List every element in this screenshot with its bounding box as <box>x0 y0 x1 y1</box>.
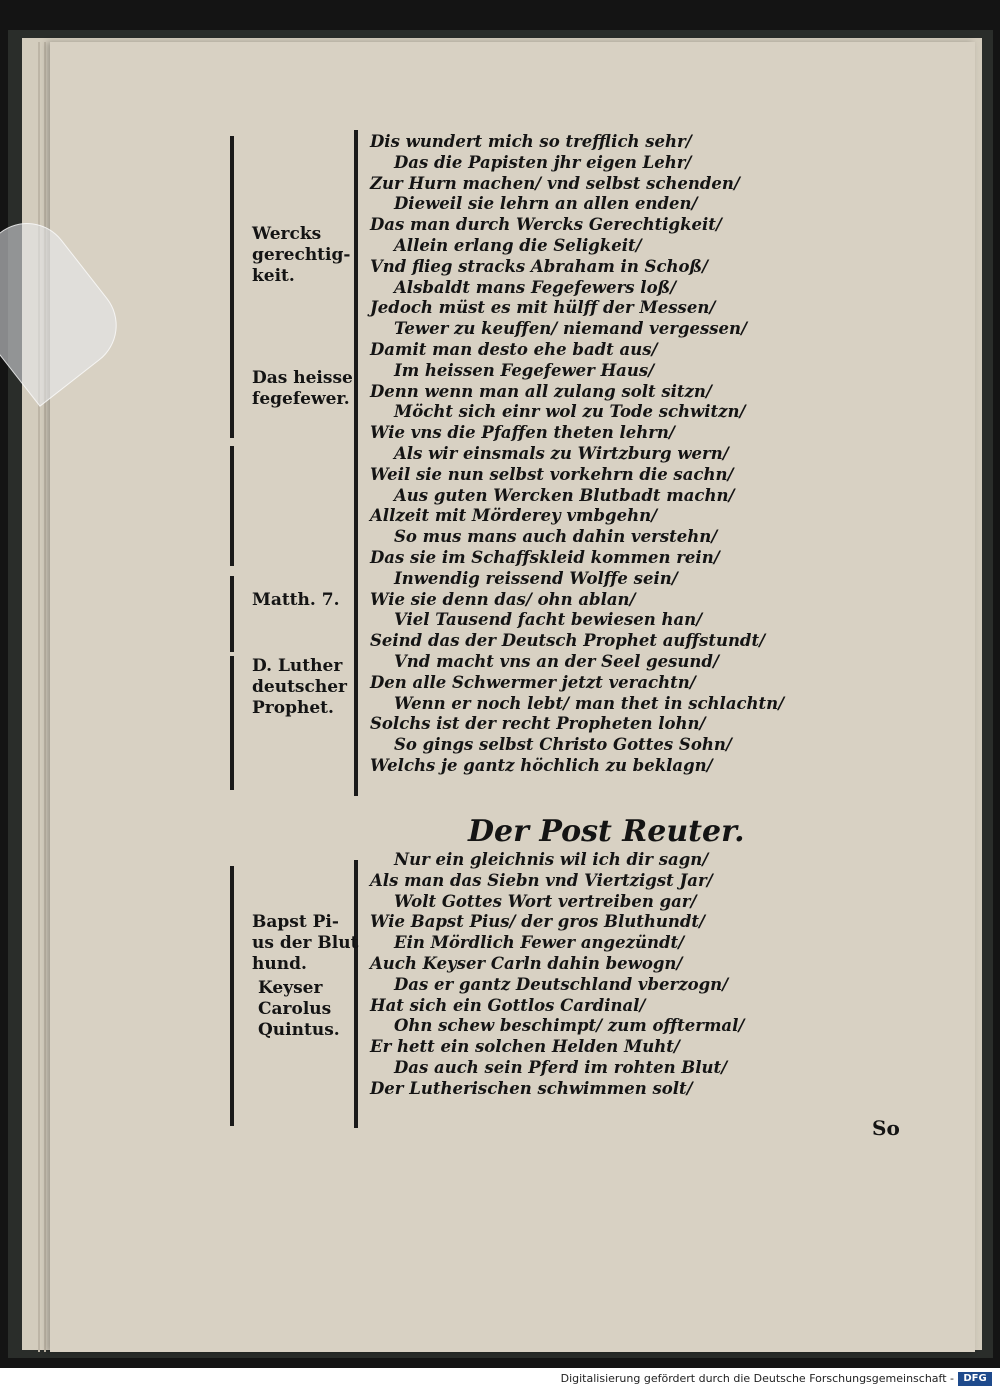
verse-line: Nur ein gleichnis wil ich dir sagn/ <box>394 850 709 869</box>
margin-note-werks <box>252 224 362 287</box>
verse-line: Hat sich ein Gottlos Cardinal/ <box>370 995 646 1015</box>
verse-line: Möcht sich einr wol zu Tode schwitzn/ <box>394 402 746 422</box>
margin-note-line: fegefewer. <box>252 389 350 409</box>
margin-rule <box>230 656 234 790</box>
verse-line: Den alle Schwermer jetzt verachtn/ <box>370 672 696 692</box>
verse-line: Zur Hurn machen/ vnd selbst schenden/ <box>370 173 740 193</box>
margin-note-matth <box>252 590 362 611</box>
verse-line: Viel Tausend facht bewiesen han/ <box>394 610 703 630</box>
margin-rule <box>230 866 234 1126</box>
catchword: So <box>872 1116 900 1140</box>
verse-line: Ein Mördlich Fewer angezündt/ <box>394 933 685 953</box>
margin-rule <box>230 136 234 438</box>
verse-line: Der Lutherischen schwimmen solt/ <box>370 1078 693 1098</box>
margin-note-line: hund. <box>252 954 307 974</box>
margin-note-line: Quintus. <box>258 1020 340 1040</box>
verse-line: Weil sie nun selbst vorkehrn die sachn/ <box>370 464 734 484</box>
margin-rule <box>230 446 234 566</box>
verse-line: Aus guten Wercken Blutbadt machn/ <box>394 485 735 505</box>
margin-note-line: gerechtig- <box>252 245 351 265</box>
dfg-logo: DFG <box>958 1372 992 1386</box>
margin-note-line: D. Luther <box>252 656 343 676</box>
margin-rule <box>230 576 234 652</box>
verse-line: Wenn er noch lebt/ man thet in schlachtn/ <box>394 693 785 713</box>
verse-line: Alsbaldt mans Fegefewers loß/ <box>394 277 677 297</box>
margin-note-line: Matth. 7. <box>252 590 340 610</box>
verse-line: Vnd flieg stracks Abraham in Schoß/ <box>370 256 709 276</box>
verse-block <box>370 850 790 1100</box>
verse-line: Wie Bapst Pius/ der gros Bluthundt/ <box>370 912 706 932</box>
verse-line: Er hett ein solchen Helden Muht/ <box>370 1037 680 1057</box>
verse-line: Als man das Siebn vnd Viertzigst Jar/ <box>370 870 713 890</box>
verse-line: Welchs je gantz höchlich zu beklagn/ <box>370 755 713 775</box>
verse-line: Vnd macht vns an der Seel gesund/ <box>394 651 719 671</box>
verse-line: So mus mans auch dahin verstehn/ <box>394 527 718 547</box>
margin-note-line: us der Blut <box>252 933 359 953</box>
margin-note-line: Das heisse <box>252 368 353 388</box>
verse-line: Das er gantz Deutschland vberzogn/ <box>394 974 729 994</box>
verse-block <box>370 132 785 777</box>
margin-note-fegefewer <box>252 368 362 410</box>
verse-line: Wolt Gottes Wort vertreiben gar/ <box>394 891 697 911</box>
margin-note-bapst <box>252 912 362 975</box>
verse-line: So gings selbst Christo Gottes Sohn/ <box>394 735 732 755</box>
margin-note-line: Bapst Pi- <box>252 912 339 932</box>
margin-note-line: Prophet. <box>252 698 334 718</box>
verse-line: Inwendig reissend Wolffe sein/ <box>394 568 678 588</box>
verse-line: Das auch sein Pferd im rohten Blut/ <box>394 1057 728 1077</box>
verse-line: Seind das der Deutsch Prophet auffstundt/ <box>370 631 766 651</box>
verse-line: Allzeit mit Mörderey vmbgehn/ <box>370 506 658 526</box>
margin-note-line: Carolus <box>258 999 332 1019</box>
verse-line: Solchs ist der recht Propheten lohn/ <box>370 714 706 734</box>
margin-note-line: keit. <box>252 266 295 286</box>
verse-line: Wie vns die Pfaffen theten lehrn/ <box>370 423 675 443</box>
verse-line: Wie sie denn das/ ohn ablan/ <box>370 589 636 609</box>
verse-line: Ohn schew beschimpt/ zum offtermal/ <box>394 1016 745 1036</box>
margin-note-keyser <box>258 978 368 1041</box>
verse-line: Allein erlang die Seligkeit/ <box>394 235 642 255</box>
margin-note-line: deutscher <box>252 677 347 697</box>
verse-line: Damit man desto ehe badt aus/ <box>370 339 658 359</box>
verse-line: Im heissen Fegefewer Haus/ <box>394 360 655 380</box>
margin-note-line: Keyser <box>258 978 323 998</box>
section-heading: Der Post Reuter. <box>468 814 745 849</box>
verse-line: Denn wenn man all zulang solt sitzn/ <box>370 381 712 401</box>
verse-line: Das sie im Schaffskleid kommen rein/ <box>370 547 720 567</box>
verse-line: Jedoch müst es mit hülff der Messen/ <box>370 298 716 318</box>
verse-line: Auch Keyser Carln dahin bewogn/ <box>370 953 683 973</box>
verse-line: Dieweil sie lehrn an allen enden/ <box>394 194 698 214</box>
verse-line: Das man durch Wercks Gerechtigkeit/ <box>370 215 722 235</box>
verse-line: Tewer zu keuffen/ niemand vergessen/ <box>394 319 748 339</box>
verse-line: Dis wundert mich so trefflich sehr/ <box>370 132 692 151</box>
verse-line: Als wir einsmals zu Wirtzburg wern/ <box>394 443 729 463</box>
margin-note-luther <box>252 656 362 719</box>
footer-credit: Digitalisierung gefördert durch die Deutsche Forschungsgemeinschaft - <box>560 1372 954 1385</box>
verse-line: Das die Papisten jhr eigen Lehr/ <box>394 152 692 172</box>
margin-note-line: Wercks <box>252 224 322 244</box>
